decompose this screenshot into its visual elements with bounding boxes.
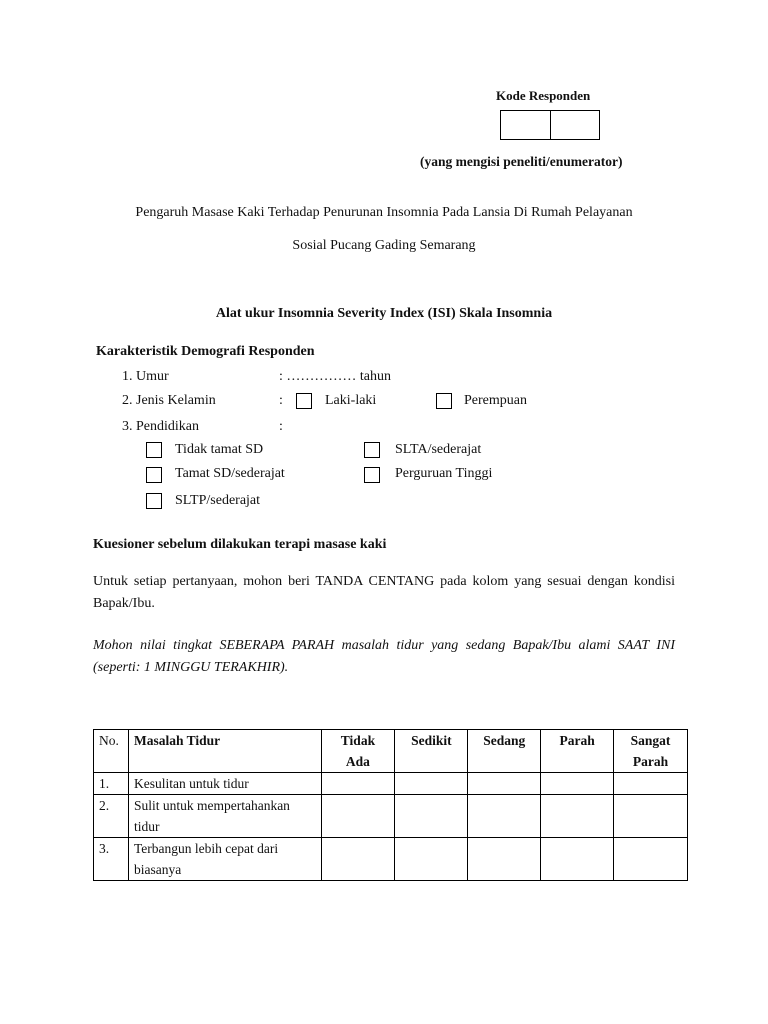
row-problem: Kesulitan untuk tidur (128, 773, 321, 795)
cell-tidak-ada[interactable] (321, 838, 395, 881)
header-parah: Parah (541, 730, 614, 773)
header-masalah-tidur: Masalah Tidur (128, 730, 321, 773)
cell-sedang[interactable] (468, 838, 541, 881)
title-line-1: Pengaruh Masase Kaki Terhadap Penurunan Insomnia Pada Lansia Di Rumah Pelayanan (135, 205, 633, 220)
checkbox-slta[interactable] (364, 442, 380, 458)
header-sedang: Sedang (468, 730, 541, 773)
kode-responden-label: Kode Responden (496, 88, 591, 103)
header-sedikit: Sedikit (395, 730, 468, 773)
checkbox-tidak-tamat-sd[interactable] (146, 442, 162, 458)
cell-parah[interactable] (541, 773, 614, 795)
header-no: No. (94, 730, 129, 773)
checkbox-laki-laki[interactable] (296, 393, 312, 409)
cell-sedang[interactable] (468, 795, 541, 838)
cell-sedikit[interactable] (395, 838, 468, 881)
kode-box-2[interactable] (550, 111, 600, 139)
cell-sedikit[interactable] (395, 773, 468, 795)
umur-label: 1. Umur (122, 369, 169, 384)
kode-note: (yang mengisi peneliti/enumerator) (420, 154, 623, 169)
cell-sangat-parah[interactable] (614, 838, 688, 881)
header-tidak-ada: Tidak Ada (321, 730, 395, 773)
pendidikan-colon: : (279, 419, 283, 434)
cell-sedang[interactable] (468, 773, 541, 795)
jenis-kelamin-colon: : (279, 393, 283, 408)
cell-sangat-parah[interactable] (614, 795, 688, 838)
option-tidak-tamat-sd: Tidak tamat SD (175, 442, 264, 457)
cell-tidak-ada[interactable] (321, 773, 395, 795)
table-header-row (94, 730, 688, 773)
table-row (94, 773, 688, 795)
option-slta: SLTA/sederajat (395, 442, 482, 457)
table-row (94, 795, 688, 838)
table-row (94, 838, 688, 881)
title-line-2: Sosial Pucang Gading Semarang (292, 238, 476, 253)
option-laki-laki: Laki-laki (325, 393, 377, 408)
jenis-kelamin-label: 2. Jenis Kelamin (122, 393, 216, 408)
severity-instruction: Mohon nilai tingkat SEBERAPA PARAH masalah tidur yang sedang Bapak/Ibu alami SAAT INI (seperti: 1 MINGGU TERAKHIR). (93, 638, 675, 675)
checkbox-tamat-sd[interactable] (146, 467, 162, 483)
questionnaire-heading: Kuesioner sebelum dilakukan terapi masase kaki (93, 537, 387, 552)
instruction-paragraph: Untuk setiap pertanyaan, mohon beri TANDA CENTANG pada kolom yang sesuai dengan kondisi Bapak/Ibu. (93, 574, 675, 611)
cell-sedikit[interactable] (395, 795, 468, 838)
kode-responden-boxes[interactable] (500, 110, 600, 140)
row-no: 2. (94, 795, 129, 838)
instrument-title: Alat ukur Insomnia Severity Index (ISI) Skala Insomnia (215, 306, 553, 321)
option-perguruan-tinggi: Perguruan Tinggi (395, 466, 493, 481)
option-tamat-sd: Tamat SD/sederajat (175, 466, 285, 481)
row-no: 3. (94, 838, 129, 881)
option-sltp: SLTP/sederajat (175, 493, 261, 508)
row-problem: Terbangun lebih cepat dari biasanya (128, 838, 321, 881)
row-problem: Sulit untuk mempertahankan tidur (128, 795, 321, 838)
pendidikan-label: 3. Pendidikan (122, 419, 199, 434)
isi-table (93, 729, 688, 881)
cell-parah[interactable] (541, 838, 614, 881)
checkbox-perguruan-tinggi[interactable] (364, 467, 380, 483)
demographics-heading: Karakteristik Demografi Responden (96, 344, 315, 359)
option-perempuan: Perempuan (464, 393, 527, 408)
cell-sangat-parah[interactable] (614, 773, 688, 795)
checkbox-sltp[interactable] (146, 493, 162, 509)
cell-parah[interactable] (541, 795, 614, 838)
umur-value[interactable]: : …………… tahun (279, 369, 391, 384)
checkbox-perempuan[interactable] (436, 393, 452, 409)
header-sangat-parah: Sangat Parah (614, 730, 688, 773)
kode-box-1[interactable] (501, 111, 550, 139)
row-no: 1. (94, 773, 129, 795)
cell-tidak-ada[interactable] (321, 795, 395, 838)
